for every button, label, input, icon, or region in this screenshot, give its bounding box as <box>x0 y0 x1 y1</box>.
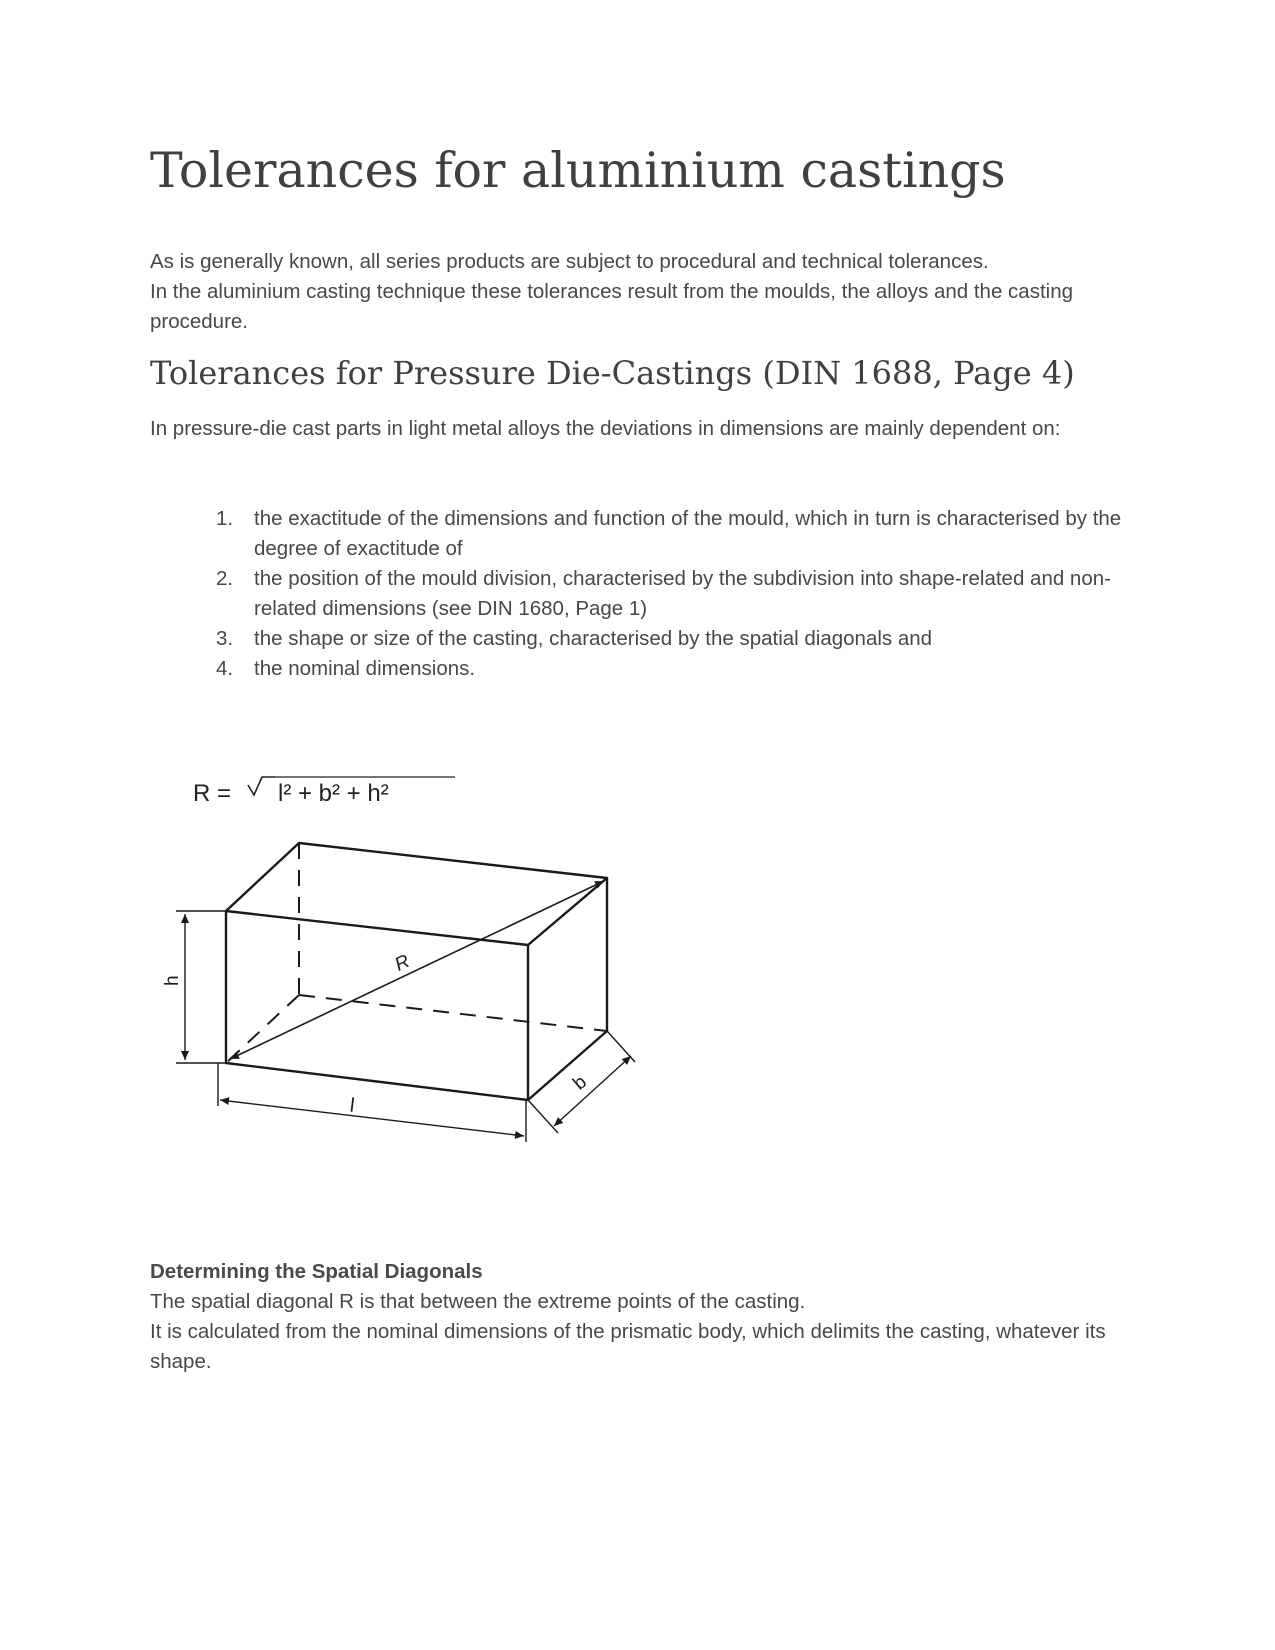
spatial-diagonal-figure <box>150 740 670 1215</box>
length-label: l <box>348 1094 356 1117</box>
intro-paragraph <box>150 247 1140 337</box>
intro-line: As is generally known, all series products are subject to procedural and technical tolerances. <box>150 250 989 273</box>
height-label: h <box>162 975 183 986</box>
list-number: 4. <box>216 657 234 680</box>
section-heading: Tolerances for Pressure Die-Castings (DIN 1688, Page 4) <box>150 354 1075 392</box>
list-item <box>150 654 1140 684</box>
list-item <box>150 504 1140 564</box>
list-number: 1. <box>216 507 234 530</box>
section-lead: In pressure-die cast parts in light metal alloys the deviations in dimensions are mainly dependent on: <box>150 417 1061 440</box>
list-number: 3. <box>216 627 234 650</box>
diagonals-line: It is calculated from the nominal dimensions of the prismatic body, which delimits the casting, whatever its shape. <box>150 1320 1106 1373</box>
diagonals-heading: Determining the Spatial Diagonals <box>150 1260 483 1283</box>
diagonals-line: The spatial diagonal R is that between the extreme points of the casting. <box>150 1290 806 1313</box>
list-item <box>150 564 1140 624</box>
list-number: 2. <box>216 567 234 590</box>
list-text: the nominal dimensions. <box>254 657 476 680</box>
factor-list <box>150 504 1140 684</box>
list-item <box>150 624 1140 654</box>
hidden-edges <box>226 843 607 1063</box>
width-label: b <box>569 1071 591 1095</box>
diagonal-r-label: R <box>391 950 414 976</box>
list-text: the position of the mould division, characterised by the subdivision into shape-related and non-related dimensions (see DIN 1680, Page 1) <box>254 567 1111 620</box>
list-text: the shape or size of the casting, characterised by the spatial diagonals and <box>254 627 933 650</box>
box-outline <box>226 843 607 1100</box>
length-dimension <box>218 1063 526 1142</box>
diagonals-section <box>150 1257 1140 1377</box>
list-text: the exactitude of the dimensions and function of the mould, which in turn is characterised by the degree of exactitude of <box>254 507 1122 560</box>
height-dimension <box>176 911 226 1063</box>
formula-radicand: l² + b² + h² <box>278 780 389 807</box>
page-title: Tolerances for aluminium castings <box>150 142 1006 199</box>
intro-line: In the aluminium casting technique these tolerances result from the moulds, the alloys and the casting procedure. <box>150 280 1074 333</box>
formula-lhs: R = <box>193 780 232 807</box>
diagonal-r-line <box>230 881 604 1059</box>
